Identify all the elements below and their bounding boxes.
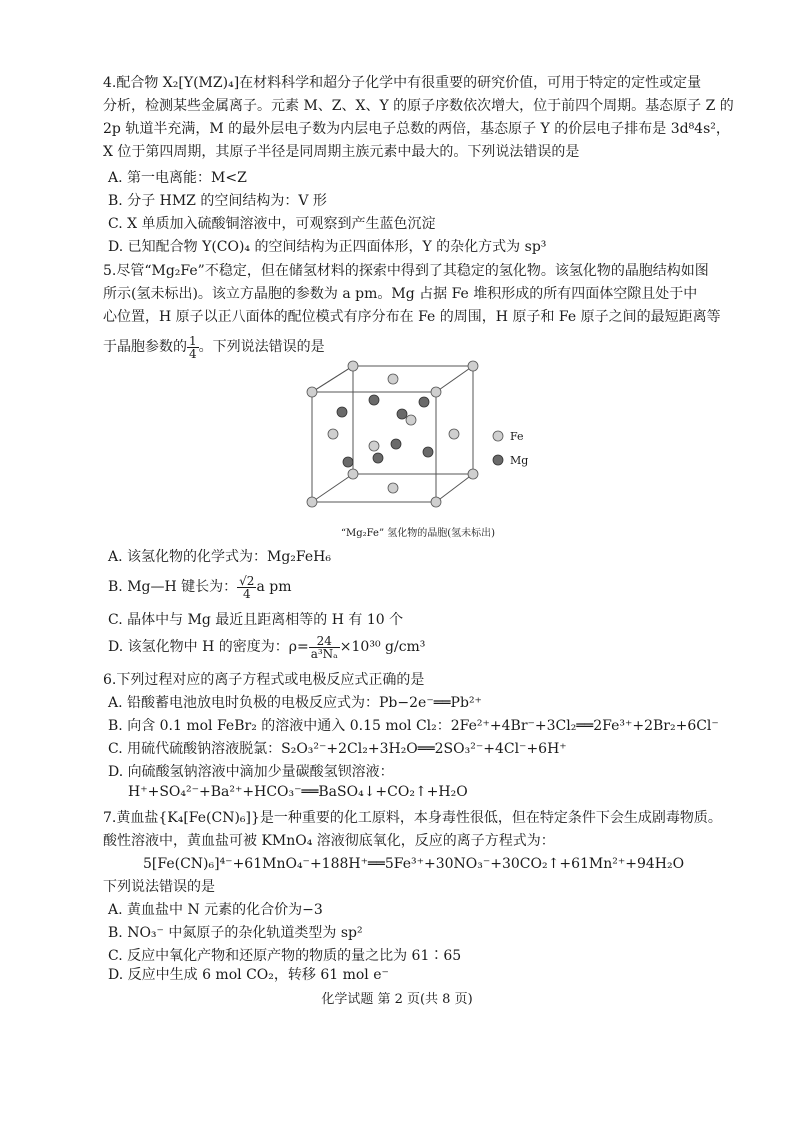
q4-line-4: X 位于第四周期，其原子半径是同周期主族元素中最大的。下列说法错误的是 <box>103 144 580 160</box>
figure-caption: “Mg₂Fe” 氢化物的晶胞(氢未标出) <box>340 528 496 539</box>
q7-option-b: B. NO₃⁻ 中氮原子的杂化轨道类型为 sp² <box>108 925 363 941</box>
question-6-stem <box>103 669 723 692</box>
q5-option-d-suffix: ×10³⁰ g/cm³ <box>339 639 426 655</box>
q5-option-c: C. 晶体中与 Mg 最近且距离相等的 H 有 10 个 <box>108 612 404 628</box>
q7-equation: 5[Fe(CN)₆]⁴⁻+61MnO₄⁻+188H⁺══5Fe³⁺+30NO₃⁻+30CO₂↑+61Mn²⁺+94H₂O <box>143 856 685 872</box>
q5-option-b-prefix: B. Mg—H 键长为： <box>108 579 238 595</box>
fe-atoms <box>307 361 478 507</box>
q5-option-a: A. 该氢化物的化学式为：Mg₂FeH₆ <box>108 549 331 565</box>
q5-frac-num: 1 <box>189 333 197 348</box>
q7-line-4: 下列说法错误的是 <box>103 879 215 895</box>
q4-option-a: A. 第一电离能：M<Z <box>108 170 247 186</box>
question-5-stem <box>103 260 723 365</box>
q7-option-d: D. 反应中生成 6 mol CO₂，转移 61 mol e⁻ <box>108 967 389 983</box>
q5-option-d-den: a³Nₐ <box>310 646 338 661</box>
q5-option-d <box>108 630 425 664</box>
q5-line-4-prefix: 于晶胞参数的 <box>103 339 187 355</box>
q6-stem: 6.下列过程对应的离子方程式或电极反应式正确的是 <box>103 672 425 688</box>
q5-option-d-num: 24 <box>309 635 340 648</box>
q5-option-b-den: 4 <box>242 586 251 601</box>
q4-line-1: 4.配合物 X₂[Y(MZ)₄]在材料科学和超分子化学中有很重要的研究价值，可用于特定的定性或定量 <box>103 75 702 91</box>
q7-option-c: C. 反应中氧化产物和还原产物的物质的量之比为 61∶65 <box>108 948 462 964</box>
q5-option-b <box>108 570 291 604</box>
crystal-cell-figure <box>298 356 538 526</box>
q5-fraction <box>187 335 199 360</box>
q5-line-1: 5.尽管“Mg₂Fe”不稳定，但在储氢材料的探索中得到了其稳定的氢化物。该氢化物的晶胞结构如图 <box>103 263 709 279</box>
page-footer: 化学试题 第 2 页(共 8 页) <box>321 992 473 1007</box>
q5-option-b-num: √2 <box>239 573 255 588</box>
q6-option-a: A. 铅酸蓄电池放电时负极的电极反应式为：Pb−2e⁻══Pb²⁺ <box>108 695 482 711</box>
q6-option-c: C. 用硫代硫酸钠溶液脱氯：S₂O₃²⁻+2Cl₂+3H₂O══2SO₃²⁻+4Cl⁻+6H⁺ <box>108 741 567 757</box>
mg-atoms <box>337 395 433 467</box>
q6-option-d-equation: H⁺+SO₄²⁻+Ba²⁺+HCO₃⁻══BaSO₄↓+CO₂↑+H₂O <box>128 784 468 800</box>
q4-option-d: D. 已知配合物 Y(CO)₄ 的空间结构为正四面体形，Y 的杂化方式为 sp³ <box>108 239 547 255</box>
q7-option-a: A. 黄血盐中 N 元素的化合价为−3 <box>108 902 323 918</box>
legend-mg-label: Mg <box>510 454 529 467</box>
q5-option-b-suffix: a pm <box>256 579 292 595</box>
q5-option-d-fraction <box>309 635 340 660</box>
q5-option-b-fraction <box>237 575 256 600</box>
q5-option-d-prefix: D. 该氢化物中 H 的密度为：ρ= <box>108 639 309 655</box>
q6-option-b: B. 向含 0.1 mol FeBr₂ 的溶液中通入 0.15 mol Cl₂：2Fe²⁺+4Br⁻+3Cl₂══2Fe³⁺+2Br₂+6Cl⁻ <box>108 718 719 734</box>
legend-fe-icon <box>493 431 503 441</box>
q4-option-b: B. 分子 HMZ 的空间结构为：V 形 <box>108 193 327 209</box>
q5-line-4-suffix: 。下列说法错误的是 <box>198 339 325 355</box>
q4-line-3: 2p 轨道半充满，M 的最外层电子数为内层电子总数的两倍，基态原子 Y 的价层电子排布是 3d⁸4s²， <box>103 121 730 137</box>
q4-option-c: C. X 单质加入硫酸铜溶液中，可观察到产生蓝色沉淀 <box>108 216 436 232</box>
q7-line-2: 酸性溶液中，黄血盐可被 KMnO₄ 溶液彻底氧化，反应的离子方程式为： <box>103 833 555 849</box>
legend-mg-icon <box>493 455 503 465</box>
q5-frac-den: 4 <box>189 346 197 361</box>
question-4-stem <box>103 72 734 164</box>
legend-fe-label: Fe <box>510 430 524 443</box>
q4-line-2: 分析，检测某些金属离子。元素 M、Z、X、Y 的原子序数依次增大，位于前四个周期。基态原子 Z 的 <box>103 98 734 114</box>
q5-line-2: 所示(氢未标出)。该立方晶胞的参数为 a pm。Mg 占据 Fe 堆积形成的所有四面体空隙且处于中 <box>103 286 698 302</box>
question-7-stem <box>103 807 723 899</box>
q7-line-1: 7.黄血盐{K₄[Fe(CN)₆]}是一种重要的化工原料，本身毒性很低，但在特定条件下会生成剧毒物质。 <box>103 810 722 826</box>
q6-option-d: D. 向硫酸氢钠溶液中滴加少量碳酸氢钡溶液： <box>108 764 394 780</box>
q5-line-3: 心位置，H 原子以正八面体的配位模式有序分布在 Fe 的周围，H 原子和 Fe 原子之间的最短距离等 <box>103 309 721 325</box>
